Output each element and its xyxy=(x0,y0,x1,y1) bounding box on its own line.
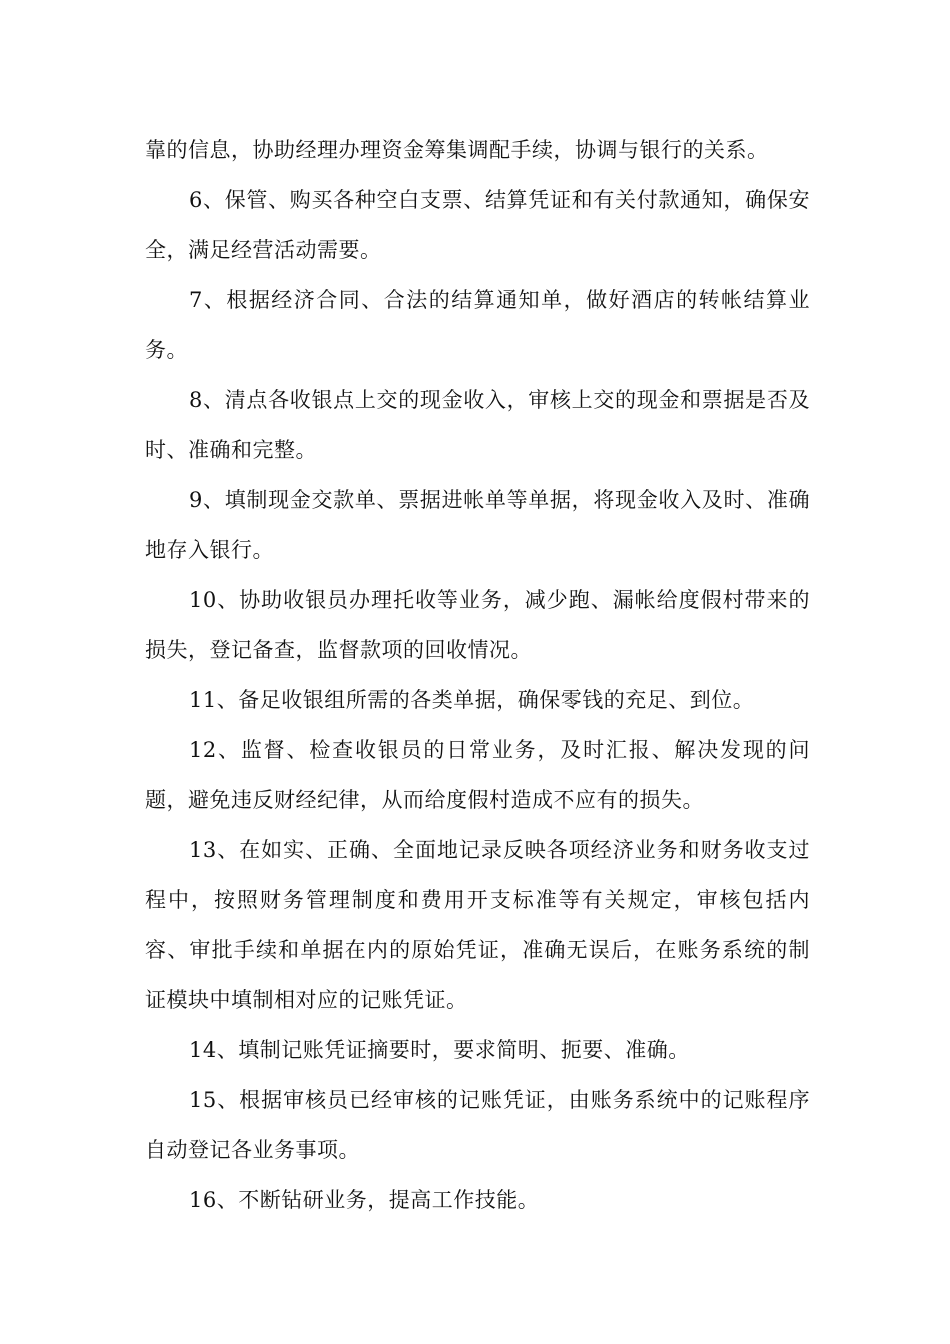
paragraph-item-10: 10、协助收银员办理托收等业务，减少跑、漏帐给度假村带来的损失，登记备查，监督款项的回收情况。 xyxy=(145,588,810,662)
paragraph-item-8: 8、清点各收银点上交的现金收入，审核上交的现金和票据是否及时、准确和完整。 xyxy=(145,388,810,462)
paragraph-item-14: 14、填制记账凭证摘要时，要求简明、扼要、准确。 xyxy=(189,1038,690,1062)
paragraph-item-16: 16、不断钻研业务，提高工作技能。 xyxy=(189,1188,540,1212)
paragraph-item-12: 12、监督、检查收银员的日常业务，及时汇报、解决发现的问题，避免违反财经纪律，从而给度假村造成不应有的损失。 xyxy=(145,738,810,812)
paragraph-item-7: 7、根据经济合同、合法的结算通知单，做好酒店的转帐结算业务。 xyxy=(145,288,810,362)
paragraph-item-9: 9、填制现金交款单、票据进帐单等单据，将现金收入及时、准确地存入银行。 xyxy=(145,488,810,562)
paragraph-item-11: 11、备足收银组所需的各类单据，确保零钱的充足、到位。 xyxy=(189,688,755,712)
paragraph-item-13: 13、在如实、正确、全面地记录反映各项经济业务和财务收支过程中，按照财务管理制度和费用开支标准等有关规定，审核包括内容、审批手续和单据在内的原始凭证，准确无误后，在账务系统的制证模块中填制相对应的记账凭证。 xyxy=(145,838,810,1012)
paragraph-continuation: 靠的信息，协助经理办理资金筹集调配手续，协调与银行的关系。 xyxy=(145,138,769,162)
paragraph-item-6: 6、保管、购买各种空白支票、结算凭证和有关付款通知，确保安全，满足经营活动需要。 xyxy=(145,188,810,262)
paragraph-item-15: 15、根据审核员已经审核的记账凭证，由账务系统中的记账程序自动登记各业务事项。 xyxy=(145,1088,810,1162)
document-body xyxy=(145,125,810,1225)
